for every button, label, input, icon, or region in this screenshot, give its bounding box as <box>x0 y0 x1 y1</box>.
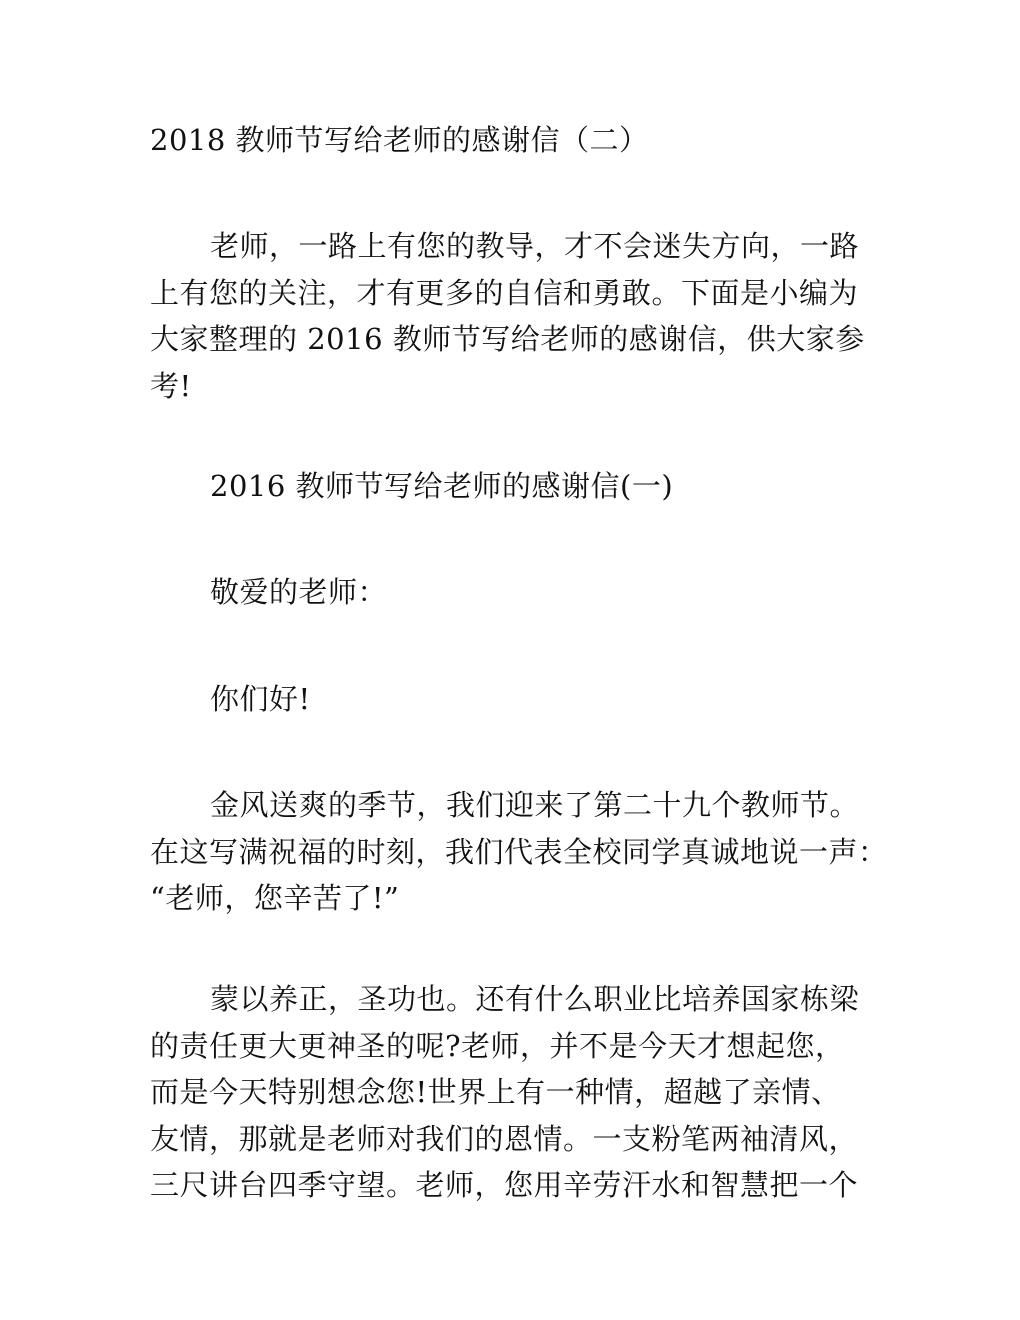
paragraph-line: 考! <box>150 368 192 403</box>
letter-subheading <box>150 463 880 510</box>
salutation-text: 敬爱的老师： <box>210 575 388 609</box>
paragraph-line: 而是今天特别想念您!世界上有一种情，超越了亲情、 <box>150 1075 841 1109</box>
paragraph-line: 大家整理的 2016 教师节写给老师的感谢信，供大家参 <box>150 322 865 356</box>
letter-salutation <box>150 569 880 616</box>
subheading-text: 2016 教师节写给老师的感谢信(一) <box>210 469 674 503</box>
paragraph-line: 在这写满祝福的时刻，我们代表全校同学真诚地说一声： <box>150 834 888 869</box>
paragraph-line: “老师，您辛苦了!” <box>150 881 400 915</box>
document-title <box>150 117 880 164</box>
paragraph-line: 蒙以养正，圣功也。还有什么职业比培养国家栋梁 <box>210 982 860 1016</box>
paragraph-line: 上有您的关注，才有更多的自信和勇敢。下面是小编为 <box>150 275 859 310</box>
letter-paragraph-2 <box>150 976 880 1209</box>
paragraph-line: 三尺讲台四季守望。老师，您用辛劳汗水和智慧把一个 <box>150 1168 859 1202</box>
paragraph-line: 金风送爽的季节，我们迎来了第二十九个教师节。 <box>210 788 860 822</box>
greeting-text: 你们好! <box>210 682 311 716</box>
title-text: 2018 教师节写给老师的感谢信（二） <box>150 123 649 157</box>
paragraph-line: 老师，一路上有您的教导，才不会迷失方向，一路 <box>210 229 860 263</box>
letter-greeting <box>150 676 880 723</box>
paragraph-line: 的责任更大更神圣的呢?老师，并不是今天才想起您， <box>150 1028 845 1063</box>
intro-paragraph <box>150 223 880 409</box>
letter-paragraph-1 <box>150 782 888 922</box>
paragraph-line: 友情，那就是老师对我们的恩情。一支粉笔两袖清风， <box>150 1121 859 1156</box>
